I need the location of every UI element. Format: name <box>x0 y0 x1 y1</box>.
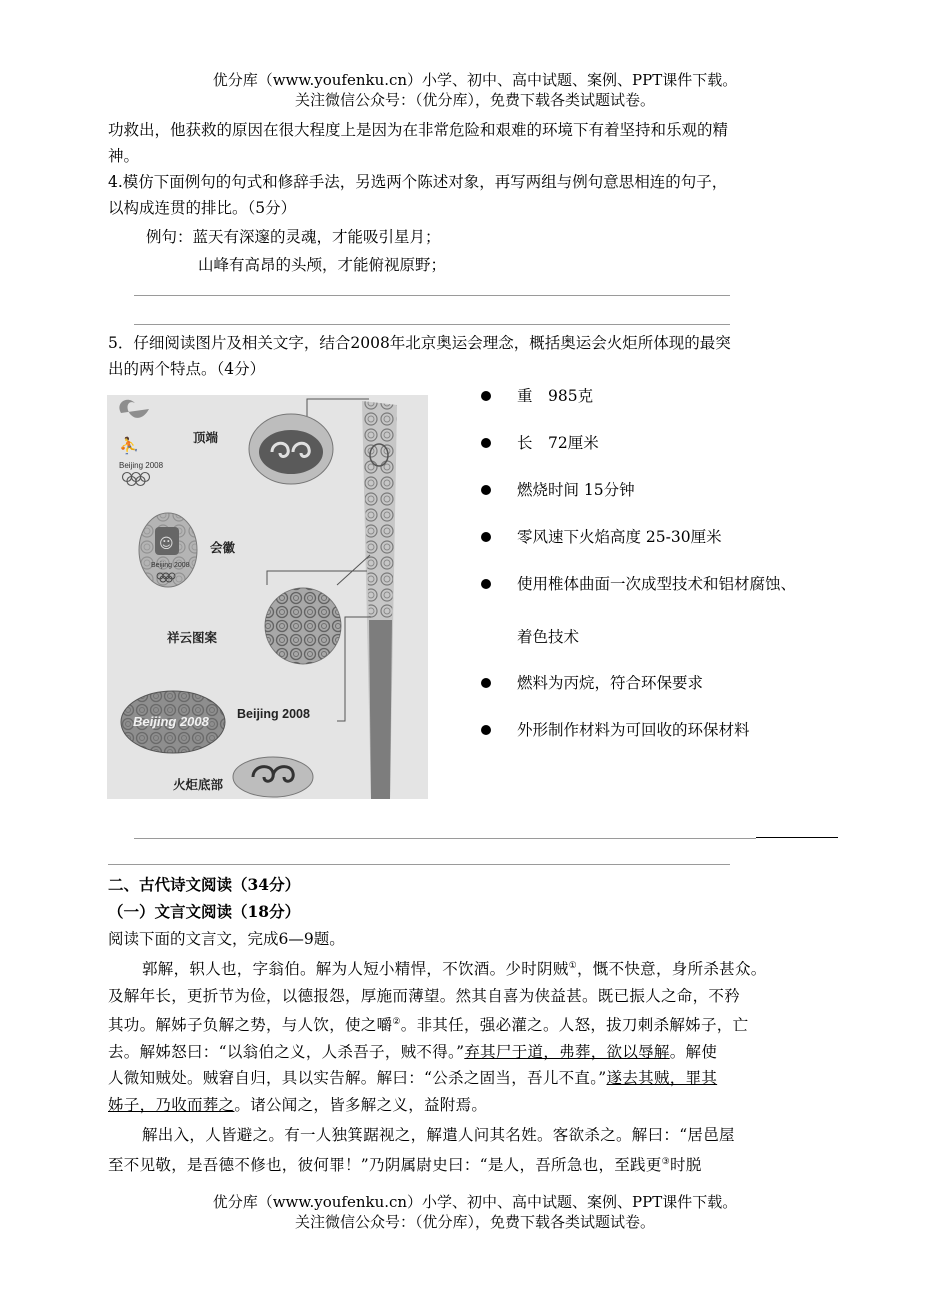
label-emblem: 会徽 <box>210 540 236 555</box>
section-2-title: 二、古代诗文阅读（34分） <box>108 875 301 894</box>
page-footer <box>0 1192 950 1232</box>
label-beijing: Beijing 2008 <box>237 707 310 721</box>
q3-tail-line-1: 功救出，他获救的原因在很大程度上是因为在非常危险和艰难的环境下有着坚持和乐观的精 <box>108 121 729 139</box>
q5-answer-line-1[interactable] <box>134 838 756 839</box>
header-line-2: 关注微信公众号：（优分库），免费下载各类试题试卷。 <box>294 91 655 109</box>
question-4 <box>108 169 853 221</box>
bullet-dot-icon <box>481 391 491 401</box>
q5-line-1: 5．仔细阅读图片及相关文字，结合2008年北京奥运会理念，概括奥运会火炬所体现的最突 <box>108 334 731 352</box>
q5-answer-line-1-end <box>756 837 838 838</box>
q5-answer-line-2[interactable] <box>108 864 730 865</box>
passage-line: 其功。解姊子负解之势，与人饮，使之嚼②。非其任，强必灌之。人怒，拔刀刺杀解姊子，亡 <box>108 1016 749 1035</box>
passage-line: 姊子，乃收而葬之。诸公闻之，皆多解之义，益附焉。 <box>108 1095 488 1114</box>
svg-text:Beijing 2008: Beijing 2008 <box>151 562 190 569</box>
q4-example-1: 例句：蓝天有深邃的灵魂，才能吸引星月； <box>146 228 441 246</box>
passage-line: 人微知贼处。贼窘自归，具以实告解。解曰：“公杀之固当，吾儿不直。”遂去其贼，罪其 <box>108 1069 718 1088</box>
q4-answer-line-2[interactable] <box>134 324 730 325</box>
top-swirl-inner <box>259 430 323 474</box>
footnote-3: ③ <box>661 1156 671 1167</box>
footer-line-2: 关注微信公众号：（优分库），免费下载各类试题试卷。 <box>294 1213 655 1231</box>
bullet-dot-icon <box>481 438 491 448</box>
torch-figure <box>107 395 428 799</box>
footnote-2: ② <box>392 1017 401 1028</box>
beijing-2008-oval-text: Beijing 2008 <box>133 714 209 729</box>
q4-example-2: 山峰有高昂的头颅，才能俯视原野； <box>198 256 447 274</box>
header-line-1: 优分库（www.youfenku.cn）小学、初中、高中试题、案例、PPT课件下载。 <box>212 71 738 89</box>
torch-handle <box>369 620 392 799</box>
footnote-1: ① <box>568 961 577 971</box>
q4-answer-line-1[interactable] <box>134 295 730 296</box>
label-bottom: 火炬底部 <box>173 777 224 792</box>
label-top: 顶端 <box>193 430 219 445</box>
q3-tail <box>108 117 853 169</box>
bullet-dot-icon <box>481 725 491 735</box>
passage-line: 郭解，轵人也，字翁伯。解为人短小精悍，不饮酒。少时阴贼①，慨不快意，身所杀甚众。 <box>142 960 767 979</box>
passage-line: 解出入，人皆避之。有一人独箕踞视之，解遣人问其名姓。客欲杀之。解曰：“居邑屋 <box>142 1126 735 1145</box>
label-cloud: 祥云图案 <box>167 630 218 645</box>
passage-line: 去。解姊怒曰：“以翁伯之义，人杀吾子，贼不得。”弃其尸于道，弗葬，欲以辱解。解使 <box>108 1042 718 1061</box>
passage-line: 至不见敬，是吾德不修也，彼何罪！”乃阴属尉史曰：“是人，吾所急也，至践更③时脱 <box>108 1155 702 1174</box>
page-header <box>0 70 950 110</box>
section-2-subtitle: （一）文言文阅读（18分） <box>108 902 301 921</box>
passage-line: 及解年长，更折节为俭，以德报怨，厚施而薄望。然其自喜为侠益甚。既已振人之命，不矜 <box>108 986 741 1005</box>
bullet-dot-icon <box>481 678 491 688</box>
q4-line-1: 4.模仿下面例句的句式和修辞手法，另选两个陈述对象，再写两组与例句意思相连的句子， <box>108 173 728 191</box>
question-5 <box>108 330 853 382</box>
figure-logo-text: Beijing 2008 <box>119 461 164 470</box>
q3-tail-line-2: 神。 <box>108 147 140 165</box>
section-2-intro: 阅读下面的文言文，完成6—9题。 <box>108 930 345 948</box>
q5-line-2: 出的两个特点。（4分） <box>108 360 266 378</box>
q4-line-2: 以构成连贯的排比。（5分） <box>108 199 297 217</box>
underlined-sentence-1: 弃其尸于道，弗葬，欲以辱解 <box>464 1042 670 1061</box>
underlined-sentence-2-cont: 姊子，乃收而葬之 <box>108 1095 235 1114</box>
bullet-dot-icon <box>481 485 491 495</box>
torch-figure-svg <box>107 395 428 799</box>
svg-text:☺: ☺ <box>159 536 174 552</box>
bullet-dot-icon <box>481 532 491 542</box>
passage <box>108 953 853 1178</box>
figure-logo-mark: ⛹ <box>119 438 139 455</box>
underlined-sentence-2: 遂去其贼，罪其 <box>606 1069 718 1088</box>
bullet-dot-icon <box>481 579 491 589</box>
footer-line-1: 优分库（www.youfenku.cn）小学、初中、高中试题、案例、PPT课件下载。 <box>212 1193 738 1211</box>
